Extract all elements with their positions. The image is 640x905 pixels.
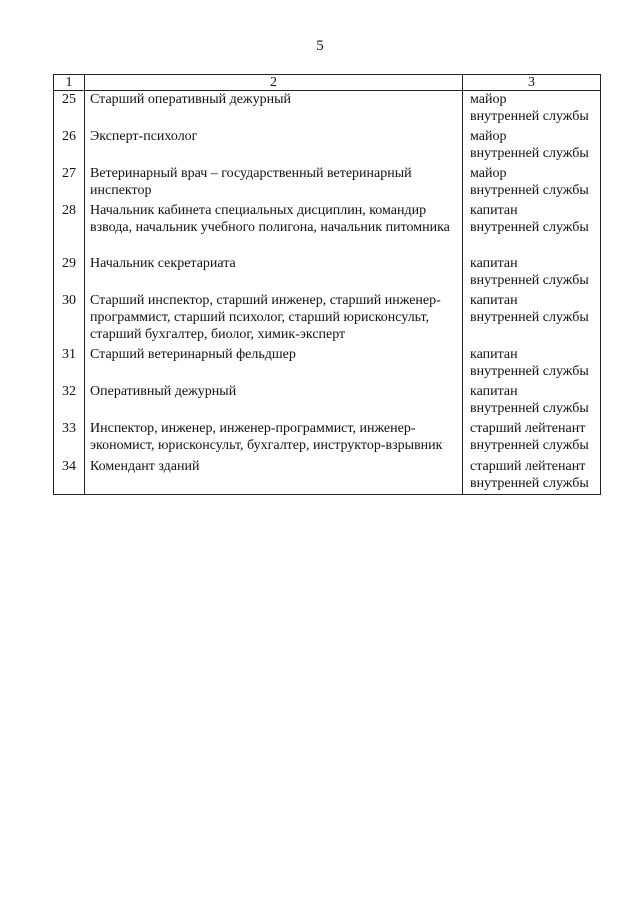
rank-cell [463,255,601,292]
row-number: 25 [54,91,85,128]
row-number: 33 [54,420,85,458]
position-title: Начальник кабинета специальных дисциплин, командир взвода, начальник учебного полигона, начальник питомника [85,202,463,255]
rank-title: капитан [470,202,518,218]
table-row [54,458,601,495]
rank-title: майор [470,128,507,144]
rank-title: капитан [470,383,518,399]
rank-service: внутренней службы [470,182,589,198]
rank-cell [463,346,601,383]
rank-title: старший лейтенант [470,458,586,474]
position-title: Старший инспектор, старший инженер, старший инженер-программист, старший психолог, старший юрисконсульт, старший бухгалтер, биолог, химик-эксперт [85,292,463,346]
position-title: Эксперт-психолог [85,128,463,165]
table-row [54,91,601,128]
position-title: Старший ветеринарный фельдшер [85,346,463,383]
rank-service: внутренней службы [470,145,589,161]
rank-service: внутренней службы [470,272,589,288]
header-col-3: 3 [463,75,601,91]
row-number: 34 [54,458,85,495]
rank-service: внутренней службы [470,109,589,124]
rank-cell [463,165,601,202]
rank-title: старший лейтенант [470,420,586,436]
rank-title: майор [470,165,507,181]
header-col-1: 1 [54,75,85,91]
table-row [54,255,601,292]
table-row [54,128,601,165]
row-number: 26 [54,128,85,165]
rank-service: внутренней службы [470,309,589,325]
row-number: 27 [54,165,85,202]
rank-cell [463,420,601,458]
rank-title: капитан [470,292,518,308]
rank-service: внутренней службы [470,363,589,379]
position-title: Старший оперативный дежурный [85,91,463,128]
row-number: 30 [54,292,85,346]
position-title: Ветеринарный врач – государственный ветеринарный инспектор [85,165,463,202]
position-title: Комендант зданий [85,458,463,495]
rank-cell [463,458,601,495]
row-number: 28 [54,202,85,255]
table-row [54,346,601,383]
positions-ranks-table [53,74,601,495]
position-title: Инспектор, инженер, инженер-программист, инженер-экономист, юрисконсульт, бухгалтер, инструктор-взрывник [85,420,463,458]
rank-title: капитан [470,255,518,271]
row-number: 29 [54,255,85,292]
rank-cell [463,202,601,255]
rank-cell [463,292,601,346]
rank-cell [463,128,601,165]
table-row [54,420,601,458]
table-header-row [54,75,601,91]
rank-service: внутренней службы [470,219,589,235]
table-row [54,383,601,420]
rank-title: капитан [470,346,518,362]
row-number: 31 [54,346,85,383]
table-row [54,292,601,346]
rank-cell [463,91,601,128]
table-row [54,202,601,255]
table-row [54,165,601,202]
rank-service: внутренней службы [470,475,589,491]
rank-service: внутренней службы [470,400,589,416]
position-title: Оперативный дежурный [85,383,463,420]
header-col-2: 2 [85,75,463,91]
rank-service: внутренней службы [470,437,589,453]
page-number: 5 [316,38,324,54]
rank-title: майор [470,92,507,107]
position-title: Начальник секретариата [85,255,463,292]
rank-cell [463,383,601,420]
row-number: 32 [54,383,85,420]
